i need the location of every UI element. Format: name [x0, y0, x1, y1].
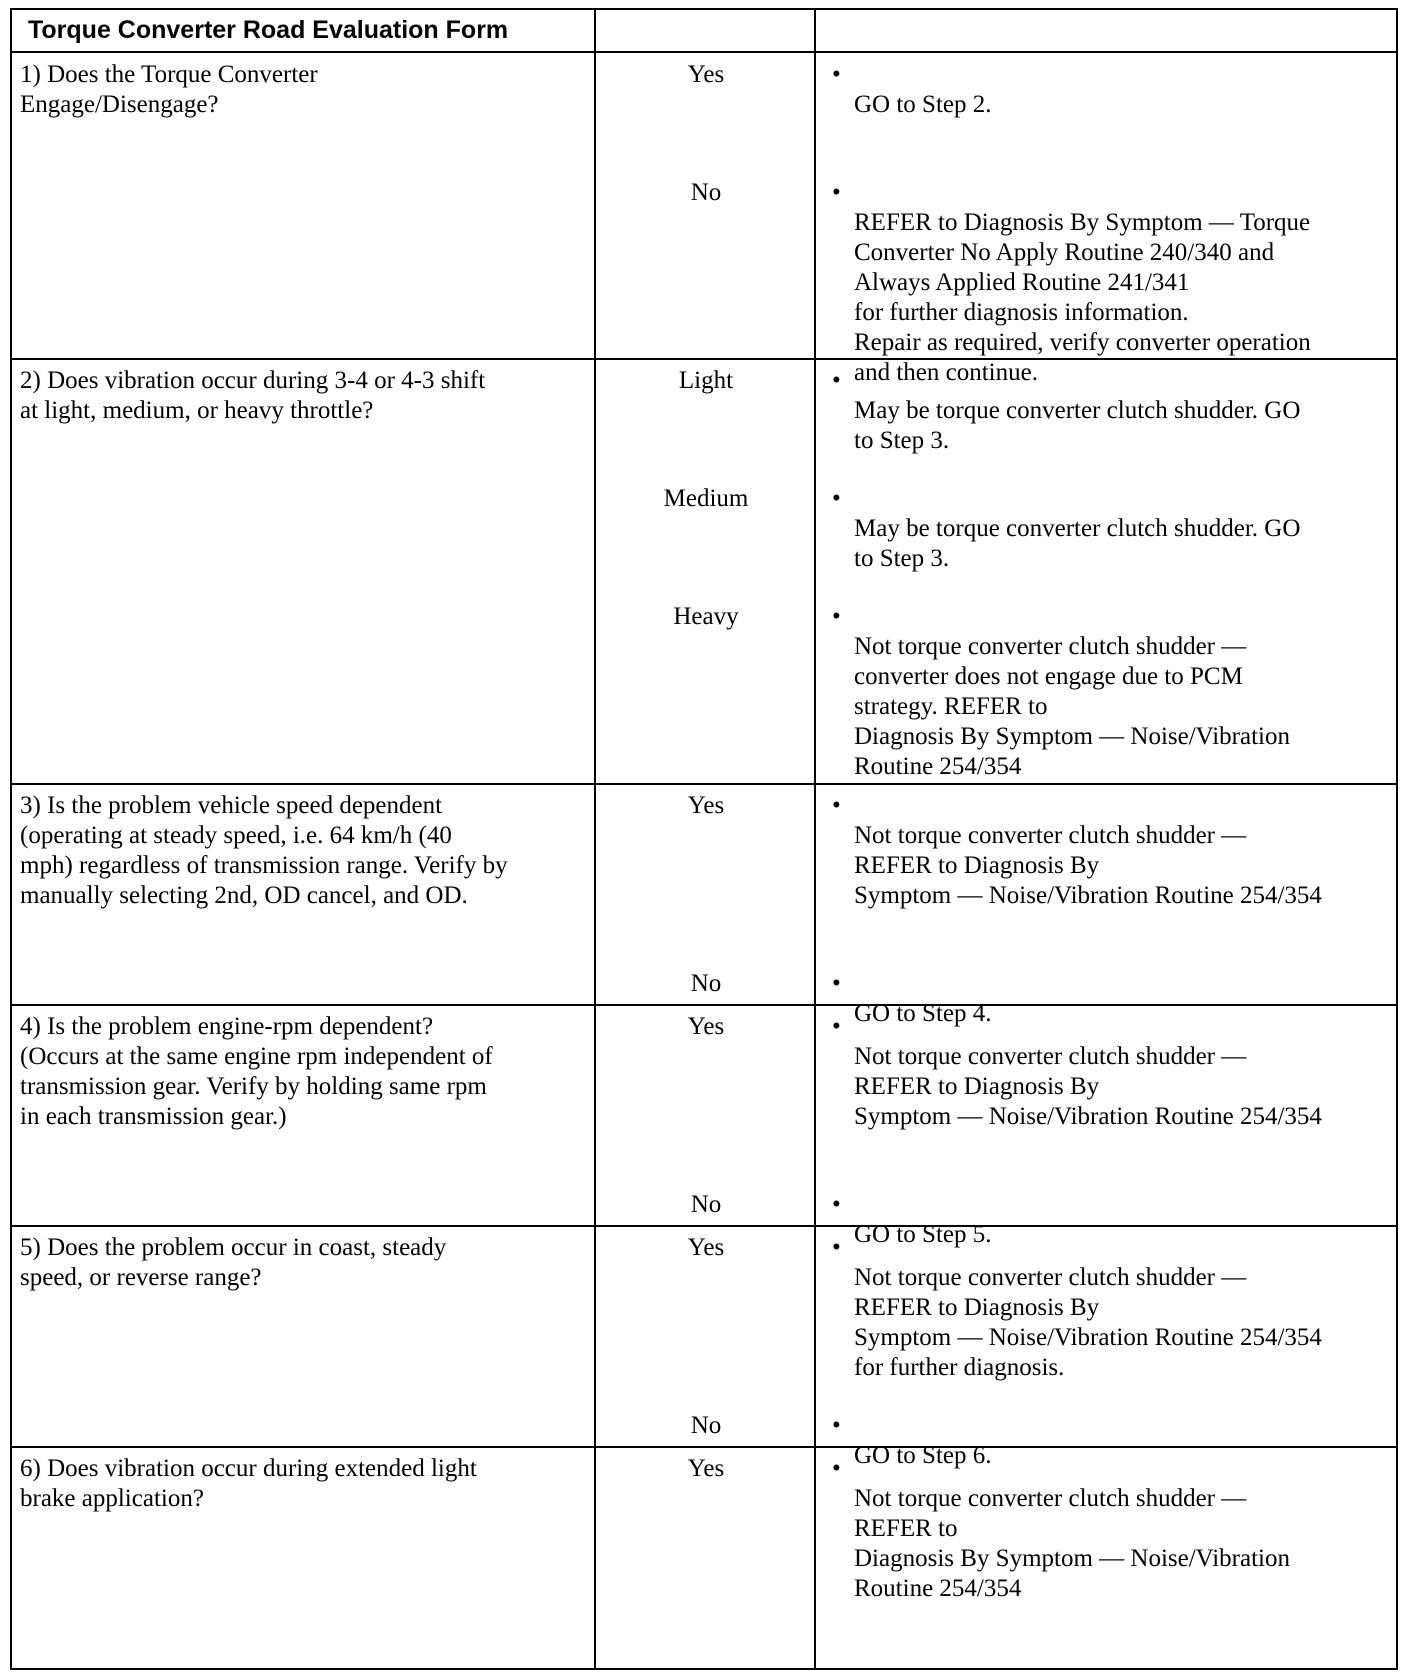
step-1-answer-no: No — [690, 179, 722, 206]
bullet: • — [832, 179, 841, 206]
bullet: • — [832, 1412, 841, 1439]
step-2-result-light: • May be torque converter clutch shudder. GO to Step 3. — [832, 367, 1301, 454]
step-5-result-no: • GO to Step 6. — [832, 1412, 992, 1469]
step-5-question: 5) Does the problem occur in coast, steady speed, or reverse range? — [20, 1234, 447, 1291]
step-4-result-no: • GO to Step 5. — [832, 1191, 992, 1248]
step-3-result-no: • GO to Step 4. — [832, 970, 992, 1027]
step-4-answer-yes: Yes — [687, 1013, 725, 1040]
step-2-answer-light: Light — [678, 367, 734, 394]
step-3-result-yes: • Not torque converter clutch shudder — REFER to Diagnosis By Symptom — Noise/Vibration Routine 254/354 — [832, 792, 1322, 909]
bullet: • — [832, 1013, 841, 1040]
step-4-question: 4) Is the problem engine-rpm dependent? (Occurs at the same engine rpm independent of transmission gear. Verify by holding same rpm in each transmission gear.) — [20, 1013, 493, 1130]
step-4-answer-no: No — [690, 1191, 722, 1218]
step-2-result-medium: • May be torque converter clutch shudder. GO to Step 3. — [832, 485, 1301, 572]
step-2-answer-medium: Medium — [663, 485, 749, 512]
column-divider — [814, 10, 816, 1668]
bullet: • — [832, 367, 841, 394]
bullet: • — [832, 970, 841, 997]
column-divider — [594, 10, 596, 1668]
bullet: • — [832, 792, 841, 819]
step-3-answer-no: No — [690, 970, 722, 997]
bullet: • — [832, 61, 841, 88]
form-title: Torque Converter Road Evaluation Form — [28, 16, 509, 44]
step-1-result-yes: • GO to Step 2. — [832, 61, 992, 118]
step-5-answer-yes: Yes — [687, 1234, 725, 1261]
bullet: • — [832, 1234, 841, 1261]
step-1-answer-yes: Yes — [687, 61, 725, 88]
step-6-answer-yes: Yes — [687, 1455, 725, 1482]
step-2-result-heavy: • Not torque converter clutch shudder — converter does not engage due to PCM strategy. REFER to Diagnosis By Symptom — Noise/Vibration Routine 254/354 — [832, 603, 1290, 780]
title-row — [12, 10, 1396, 53]
step-3-answer-yes: Yes — [687, 792, 725, 819]
step-4-result-yes: • Not torque converter clutch shudder — REFER to Diagnosis By Symptom — Noise/Vibration Routine 254/354 — [832, 1013, 1322, 1130]
step-1-question: 1) Does the Torque Converter Engage/Disengage? — [20, 61, 318, 118]
bullet: • — [832, 1455, 841, 1482]
step-5-answer-no: No — [690, 1412, 722, 1439]
evaluation-form-table — [10, 8, 1398, 1670]
step-2-question: 2) Does vibration occur during 3-4 or 4-3 shift at light, medium, or heavy throttle? — [20, 367, 486, 424]
bullet: • — [832, 1191, 841, 1218]
bullet: • — [832, 485, 841, 512]
step-6-result-yes: • Not torque converter clutch shudder — REFER to Diagnosis By Symptom — Noise/Vibration Routine 254/354 — [832, 1455, 1290, 1602]
step-5-result-yes: • Not torque converter clutch shudder — REFER to Diagnosis By Symptom — Noise/Vibration Routine 254/354 for further diagnosis. — [832, 1234, 1322, 1381]
step-3-question: 3) Is the problem vehicle speed dependent (operating at steady speed, i.e. 64 km/h (40 mph) regardless of transmission range. Verify by manually selecting 2nd, OD cancel, and OD. — [20, 792, 508, 909]
step-6-question: 6) Does vibration occur during extended light brake application? — [20, 1455, 477, 1512]
step-1-result-no: • REFER to Diagnosis By Symptom — Torque Converter No Apply Routine 240/340 and Always Applied Routine 241/341 for further diagnosis information. Repair as required, verify converter operation and then continue. — [832, 179, 1311, 386]
row-divider — [12, 783, 1396, 785]
bullet: • — [832, 603, 841, 630]
step-2-answer-heavy: Heavy — [673, 603, 739, 630]
